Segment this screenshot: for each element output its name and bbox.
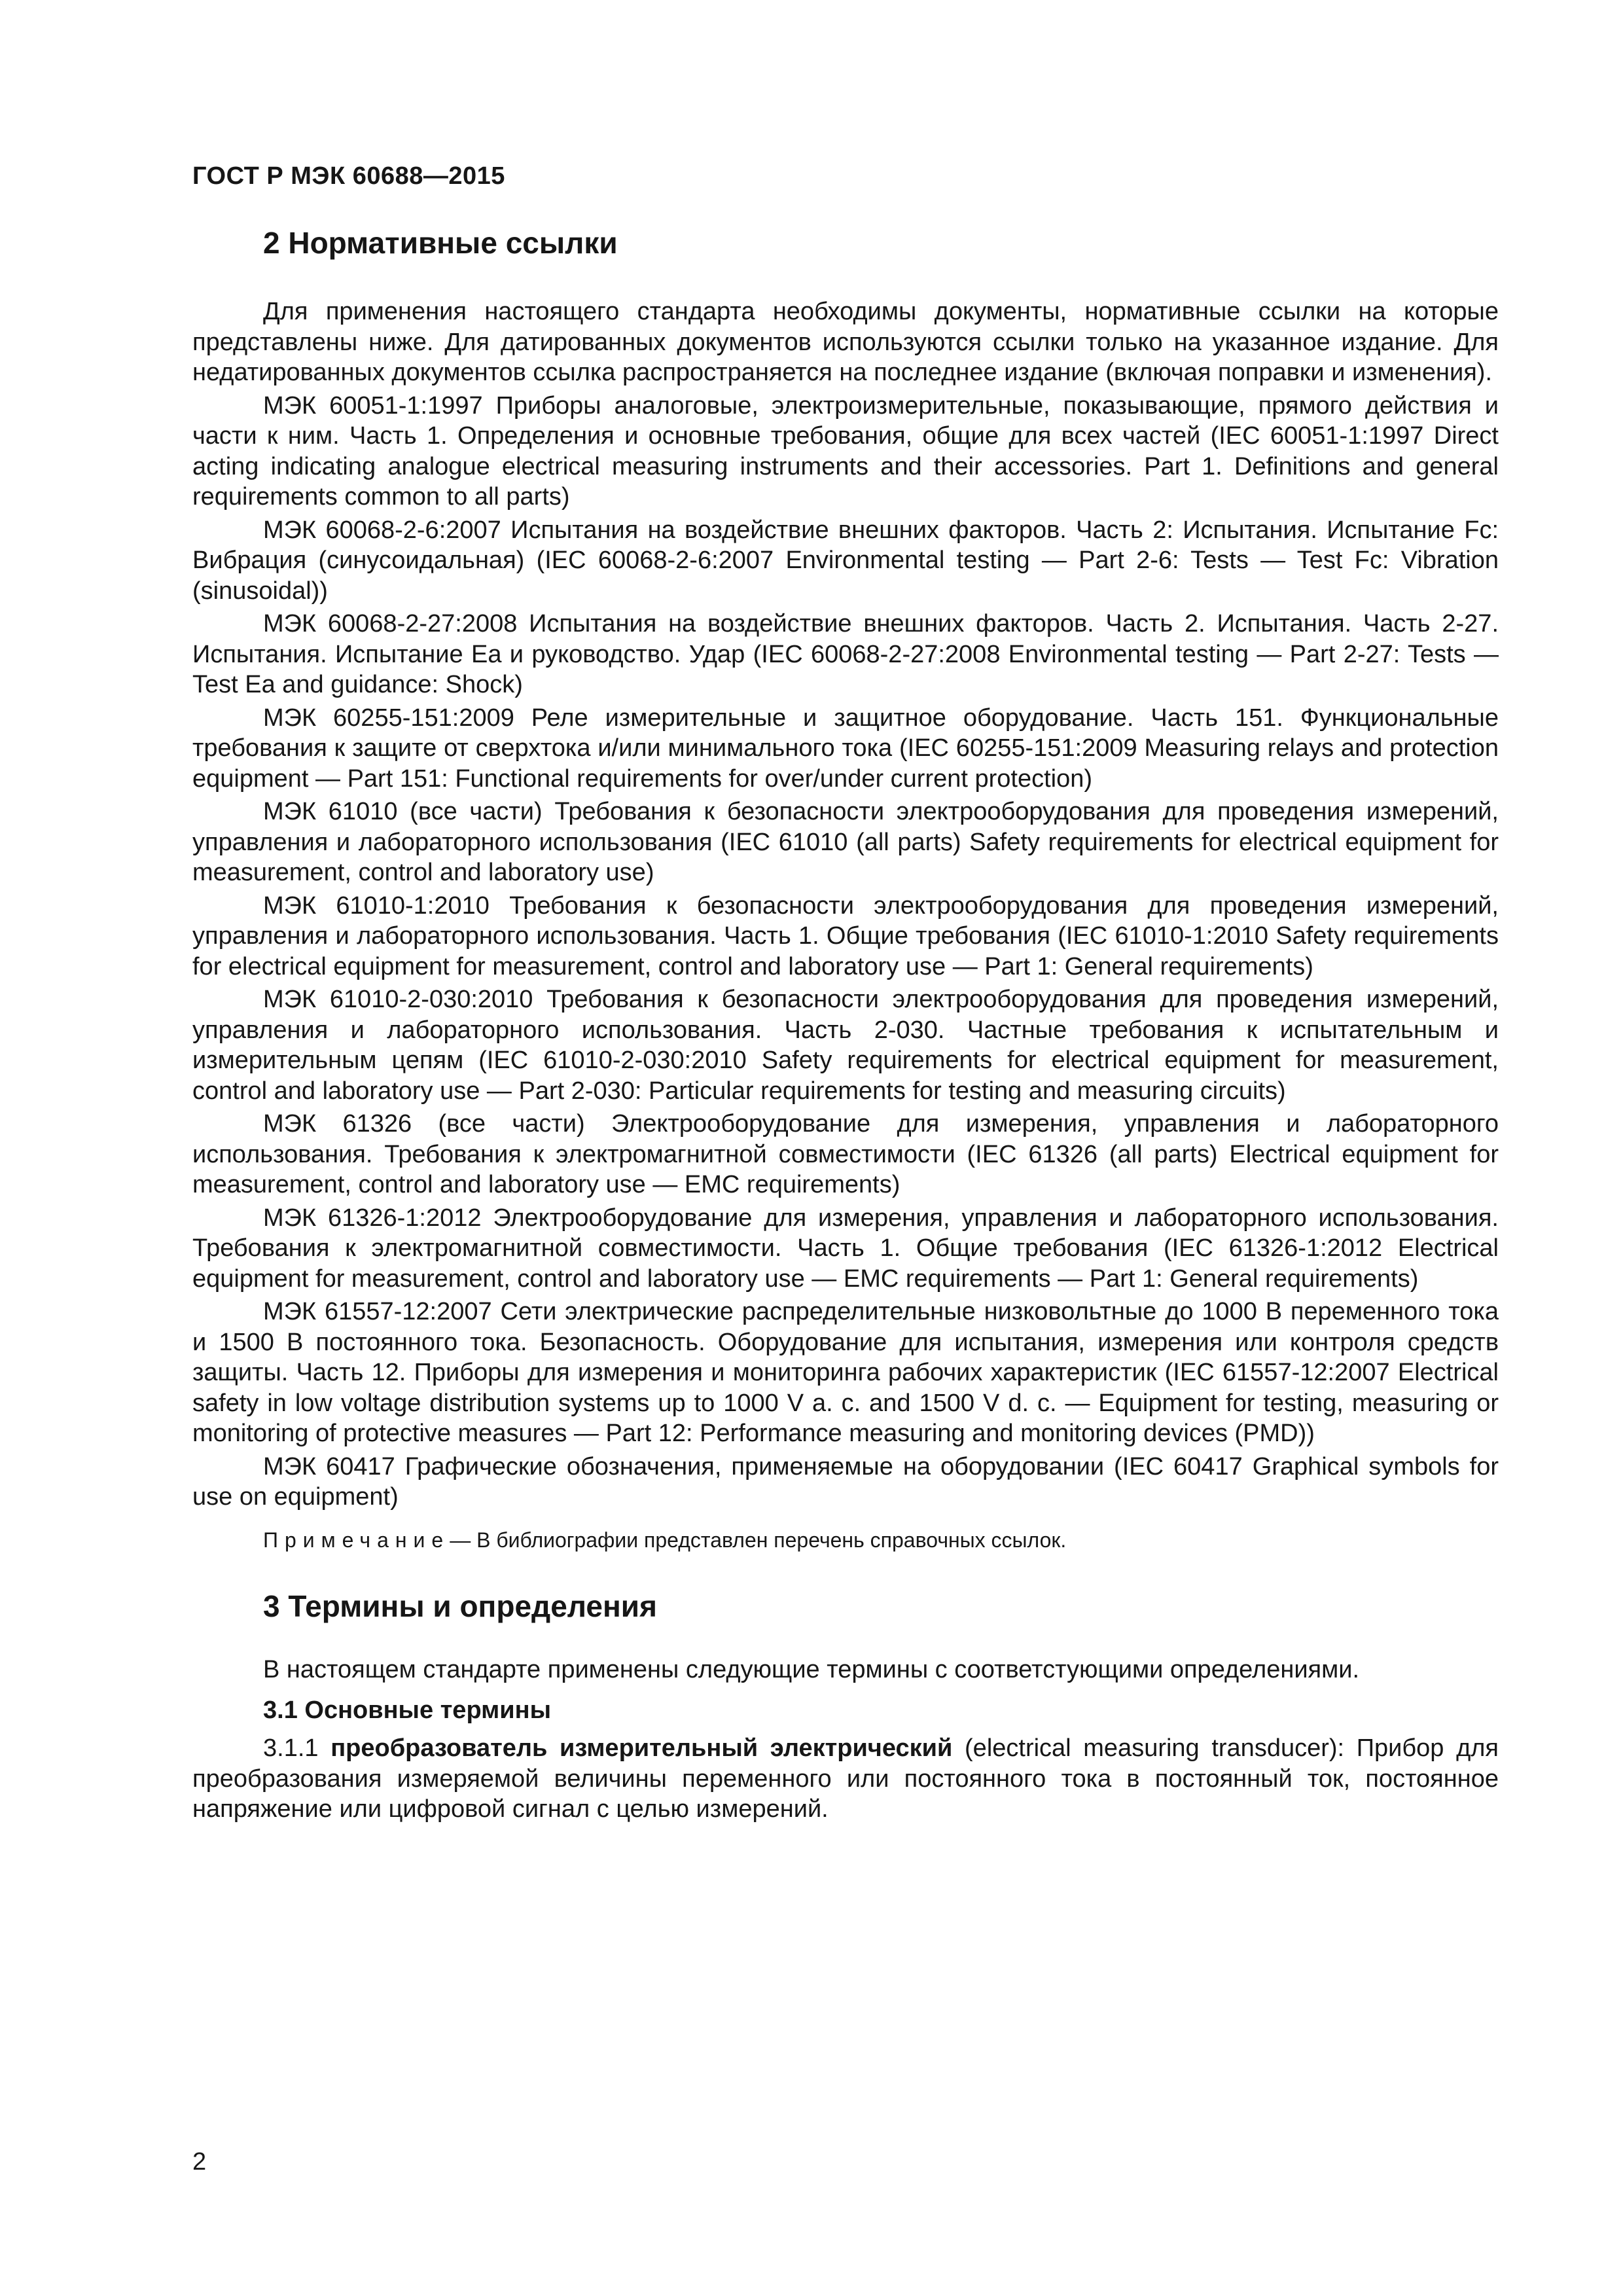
section-2-intro: Для применения настоящего стандарта необходимы документы, нормативные ссылки на которые представлены ниже. Для датированных документов используются ссылки только на указанное издание. Для недатированных документов ссылка распространяется на последнее издание (включая поправки и изменения). xyxy=(192,298,1499,387)
section-3-intro: В настоящем стандарте применены следующие термины с соответстующими определениями. xyxy=(263,1655,1360,1683)
reference-item: МЭК 61010 (все части) Требования к безопасности электрооборудования для проведения измерений, управления и лабораторного использования (IEC 61010 (all parts) Safety requirements for electrical equipment for measurement, control and laboratory use) xyxy=(192,798,1499,887)
reference-item: МЭК 60068-2-27:2008 Испытания на воздействие внешних факторов. Часть 2. Испытания. Часть 2-27. Испытания. Испытание Ea и руководство. Удар (IEC 60068-2-27:2008 Environmental testing — Part 2-27: Tests — Test Ea and guidance: Shock) xyxy=(192,610,1499,699)
reference-item: МЭК 60068-2-6:2007 Испытания на воздействие внешних факторов. Часть 2: Испытания. Испытание Fc: Вибрация (синусоидальная) (IEC 60068-2-6:2007 Environmental testing — Part 2-6: Tests — Test Fc: Vibration (sinusoidal)) xyxy=(192,516,1499,605)
reference-item: МЭК 61557-12:2007 Сети электрические распределительные низковольтные до 1000 В переменного тока и 1500 В постоянного тока. Безопасность. Оборудование для испытания, измерения или контроля средств защиты. Часть 12. Приборы для измерения и мониторинга рабочих характеристик (IEC 61557-12:2007 Electrical safety in low voltage distribution systems up to 1000 V a. c. and 1500 V d. c. — Equipment for testing, measuring or monitoring of protective measures — Part 12: Performance measuring and monitoring devices (PMD)) xyxy=(192,1298,1499,1448)
term-definition-3-1-1 xyxy=(192,1733,1499,1825)
reference-item: МЭК 60051-1:1997 Приборы аналоговые, электроизмерительные, показывающие, прямого действия и части к ним. Часть 1. Определения и основные требования, общие для всех частей (IEC 60051-1:1997 Direct acting indicating analogue electrical measuring instruments and their accessories. Part 1. Definitions and general requirements common to all parts) xyxy=(192,391,1499,511)
reference-item: МЭК 61326-1:2012 Электрооборудование для измерения, управления и лабораторного использования. Требования к электромагнитной совместимости. Часть 1. Общие требования (IEC 61326-1:2012 Electrical equipment for measurement, control and laboratory use — EMC requirements — Part 1: General requirements) xyxy=(192,1204,1499,1293)
reference-item: МЭК 61010-2-030:2010 Требования к безопасности электрооборудования для проведения измерений, управления и лабораторного использования. Часть 2-030. Частные требования к испытательным и измерительным цепям (IEC 61010-2-030:2010 Safety requirements for electrical equipment for measurement, control and laboratory use — Part 2-030: Particular requirements for testing and measuring circuits) xyxy=(192,986,1499,1105)
references-note xyxy=(192,1527,1499,1553)
page-number: 2 xyxy=(192,2148,207,2176)
term-definition-text: (electrical measuring transducer): Прибор для преобразования измеряемой величины переменного или постоянного тока в постоянный ток, постоянное напряжение или цифровой сигнал с целью измерений. xyxy=(192,1734,1499,1823)
reference-item: МЭК 61326 (все части) Электрооборудование для измерения, управления и лабораторного использования. Требования к электромагнитной совместимости (IEC 61326 (all parts) Electrical equipment for measurement, control and laboratory use — EMC requirements) xyxy=(192,1110,1499,1199)
term-number: 3.1.1 xyxy=(263,1734,319,1763)
subsection-3-1-title: 3.1 Основные термины xyxy=(263,1696,552,1725)
reference-item: МЭК 60417 Графические обозначения, применяемые на оборудовании (IEC 60417 Graphical symbols for use on equipment) xyxy=(192,1452,1499,1511)
section-2-title: 2 Нормативные ссылки xyxy=(263,226,618,260)
note-label: Примечание xyxy=(263,1528,450,1552)
reference-item: МЭК 60255-151:2009 Реле измерительные и защитное оборудование. Часть 151. Функциональные требования к защите от сверхтока и/или минимального тока (IEC 60255-151:2009 Measuring relays and protection equipment — Part 151: Functional requirements for over/under current protection) xyxy=(192,704,1499,793)
term-name: преобразователь измерительный электрический xyxy=(330,1734,953,1763)
section-3-title: 3 Термины и определения xyxy=(263,1588,657,1623)
reference-item: МЭК 61010-1:2010 Требования к безопасности электрооборудования для проведения измерений, управления и лабораторного использования. Часть 1. Общие требования (IEC 61010-1:2010 Safety requirements for electrical equipment for measurement, control and laboratory use — Part 1: General requirements) xyxy=(192,891,1499,980)
note-text: — В библиографии представлен перечень справочных ссылок. xyxy=(450,1528,1067,1552)
page-content xyxy=(192,225,1499,1825)
standard-header: ГОСТ Р МЭК 60688—2015 xyxy=(192,162,505,190)
